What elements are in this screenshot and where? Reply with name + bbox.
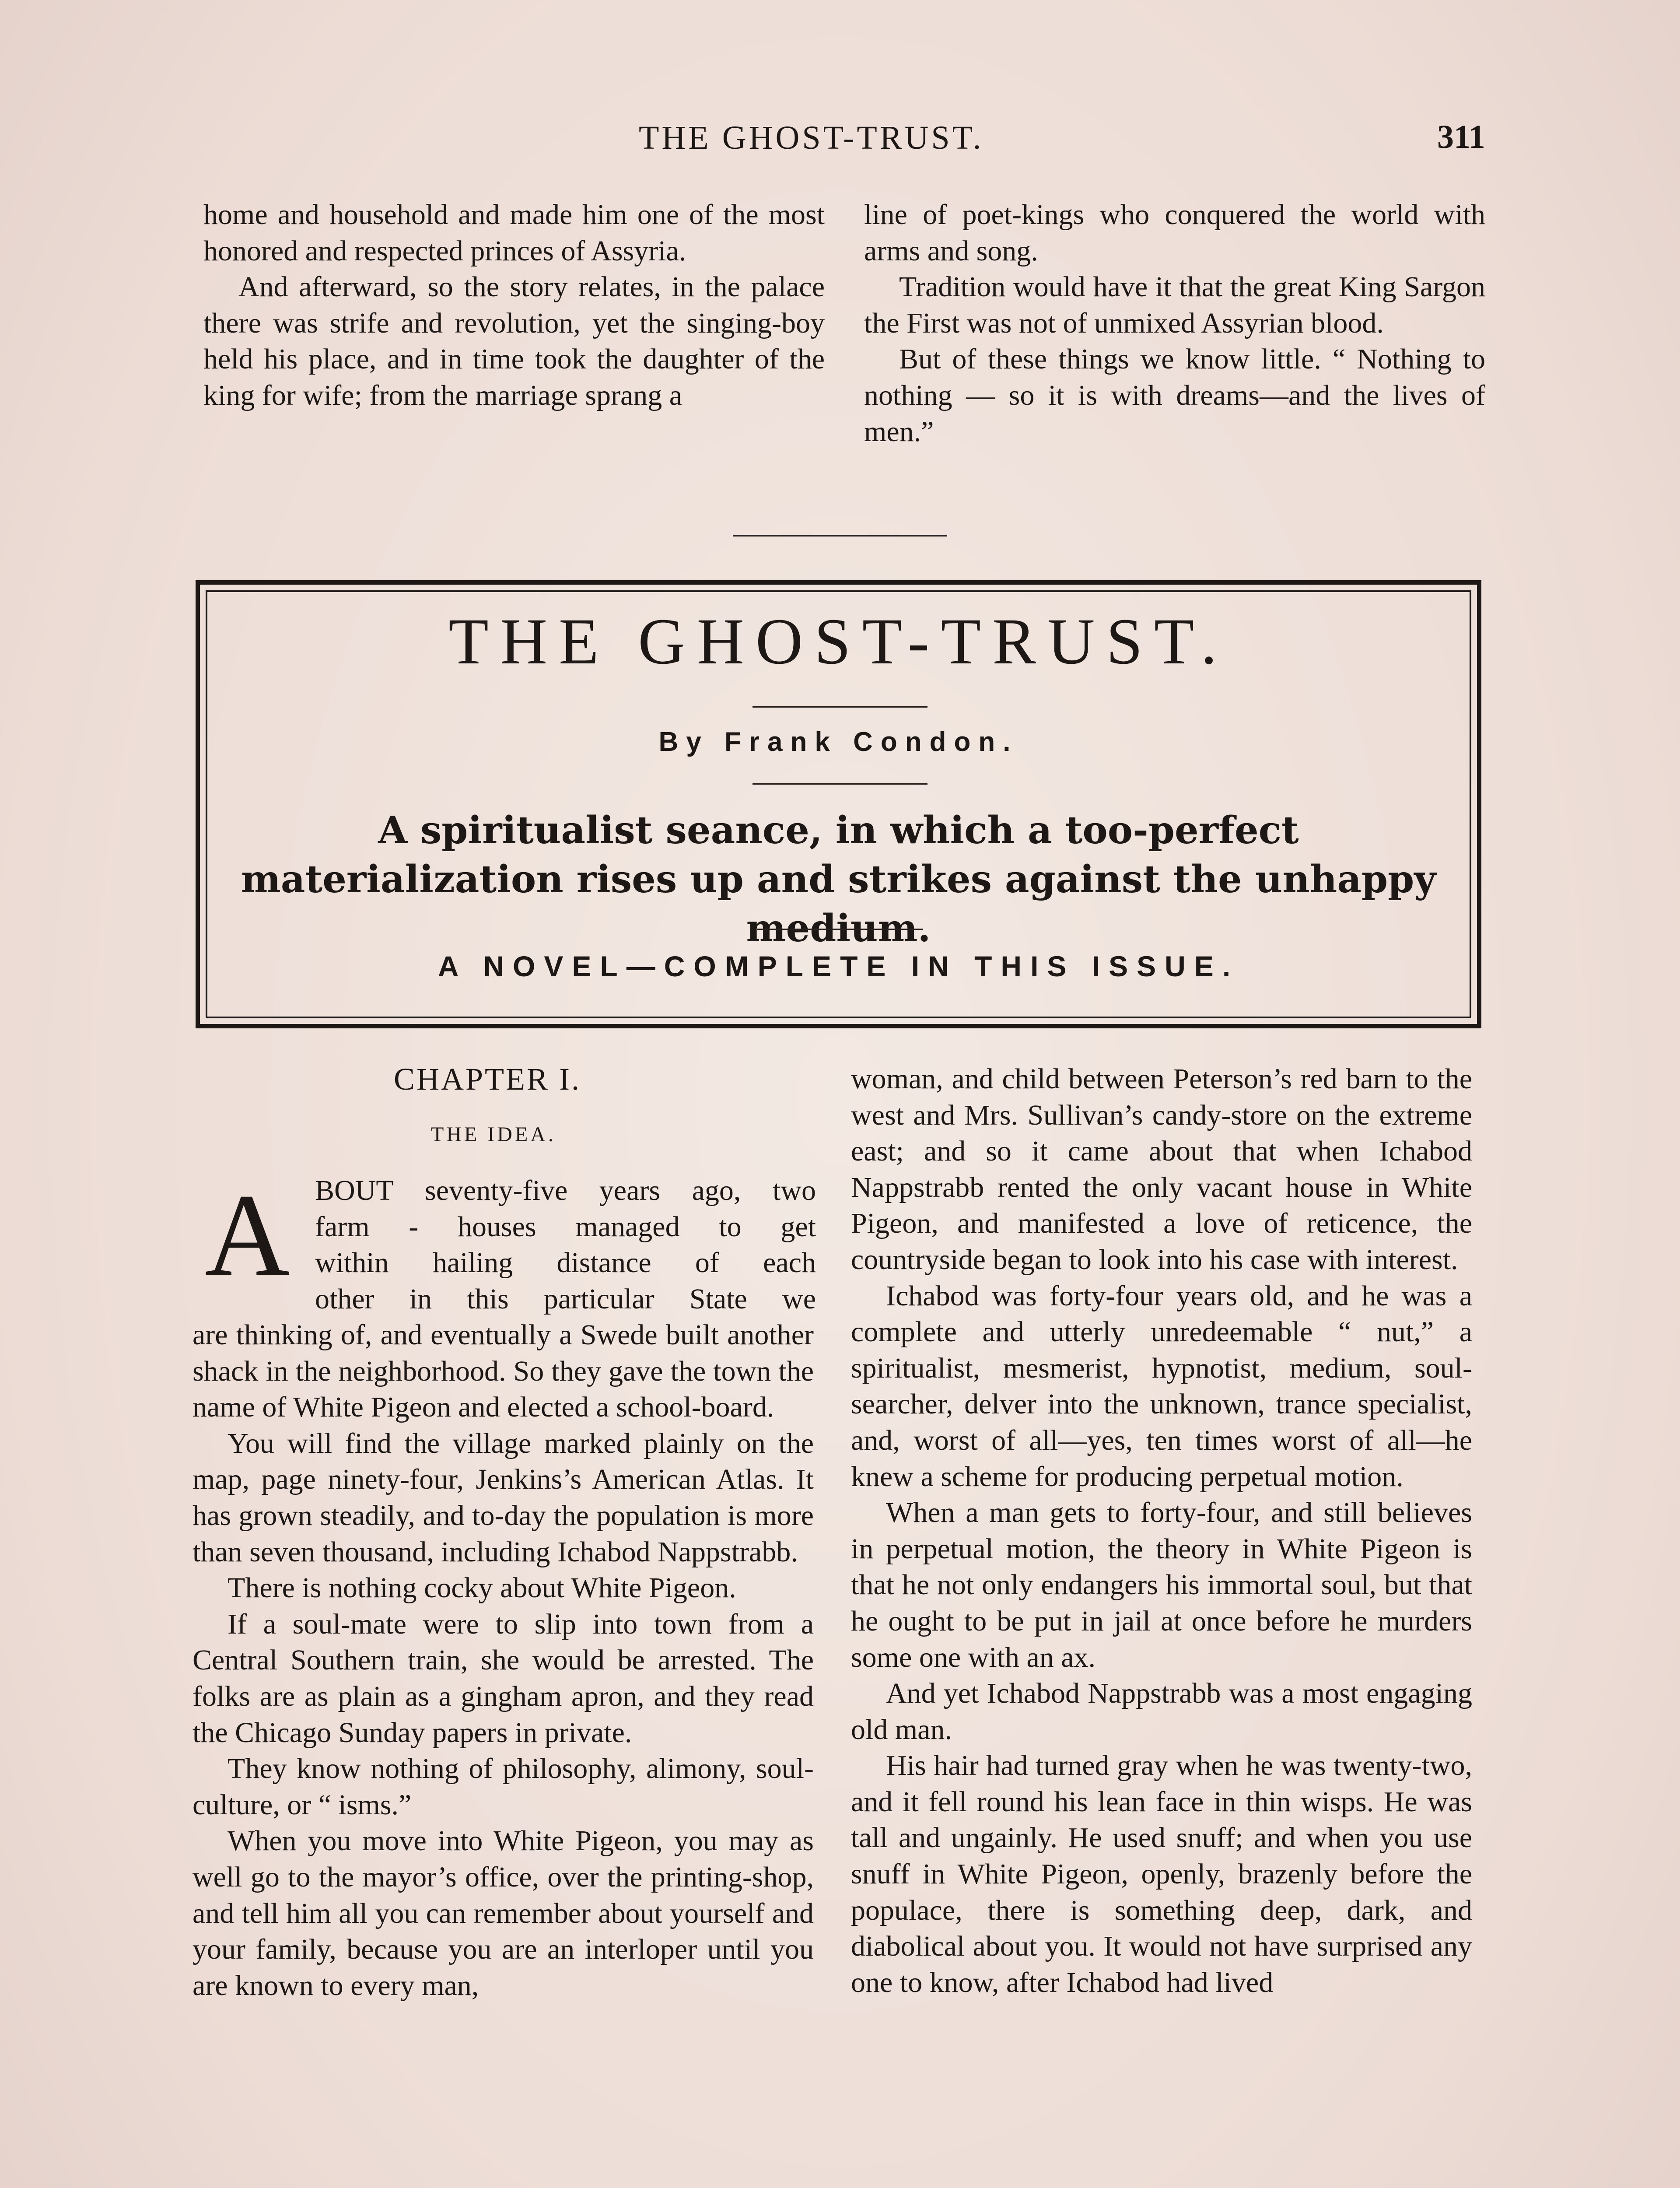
paragraph: Tradition would have it that the great King Sargon the First was not of unmixed Assyrian blood. xyxy=(864,271,1485,339)
title-rule xyxy=(752,706,928,708)
paragraph: If a soul-mate were to slip into town from a Central Southern train, she would be arrested. The folks are as plain as a gingham apron, and they read the Chicago Sunday papers in private. xyxy=(192,1608,814,1749)
top-left-column xyxy=(203,197,825,414)
byline: By Frank Condon. xyxy=(658,727,1018,757)
page-number: 311 xyxy=(1437,119,1485,155)
text-line: farm - houses managed to get xyxy=(315,1210,816,1243)
text-line: BOUT seventy-five years ago, two xyxy=(315,1175,816,1206)
first-paragraph-opening xyxy=(315,1173,816,1317)
story-title: THE GHOST-TRUST. xyxy=(448,605,1228,678)
right-body-column xyxy=(851,1061,1472,2001)
paragraph: And yet Ichabod Nappstrabb was a most engaging old man. xyxy=(851,1677,1472,1746)
paragraph: are thinking of, and eventually a Swede built another shack in the neighborhood. So they gave the town the name of White Pigeon and elected a school-board. xyxy=(192,1319,814,1424)
chapter-subtitle: THE IDEA. xyxy=(431,1123,556,1146)
text-line: within hailing distance of each xyxy=(315,1247,816,1279)
drop-cap: A xyxy=(205,1170,290,1301)
text-line: other in this particular State we xyxy=(315,1283,816,1315)
paragraph: You will find the village marked plainly on the map, page ninety-four, Jenkins’s American Atlas. It has grown steadily, and to-day the population is more than seven thousand, including Ichabod Nappstrabb. xyxy=(192,1427,814,1568)
paragraph: When a man gets to forty-four, and still believes in perpetual motion, the theory in White Pigeon is that he not only endangers his immortal soul, but that he ought to be put in jail at once before he murders some one with an ax. xyxy=(851,1497,1472,1673)
paragraph: woman, and child between Peterson’s red barn to the west and Mrs. Sullivan’s candy-store on the extreme east; and so it came about that when Ichabod Nappstrabb rented the only vacant house in White Pigeon, and manifested a love of reticence, the countryside began to look into his case with interest. xyxy=(851,1063,1472,1276)
left-body-column xyxy=(192,1317,814,2004)
chapter-title: CHAPTER I. xyxy=(394,1062,581,1097)
blurb-rule xyxy=(757,929,923,930)
paragraph: There is nothing cocky about White Pigeon. xyxy=(228,1572,736,1604)
paragraph: home and household and made him one of the most honored and respected princes of Assyria. xyxy=(203,199,825,267)
story-blurb: A spiritualist seance, in which a too-perfect materialization rises up and strikes against the unhappy medium. xyxy=(241,808,1436,950)
paragraph: When you move into White Pigeon, you may as well go to the mayor’s office, over the printing-shop, and tell him all you can remember about yourself and your family, because you are an interloper until you are known to every man, xyxy=(192,1825,814,2002)
paragraph: Ichabod was forty-four years old, and he was a complete and utterly unredeemable “ nut,” a spiritualist, mesmerist, hypnotist, medium, soul-searcher, delver into the unknown, trance specialist, and, worst of all—yes, ten times worst of all—he knew a scheme for producing perpetual motion. xyxy=(851,1280,1472,1493)
running-head: THE GHOST-TRUST. xyxy=(639,119,984,156)
paragraph: line of poet-kings who conquered the world with arms and song. xyxy=(864,199,1485,267)
paragraph: And afterward, so the story relates, in the palace there was strife and revolution, yet the singing-boy held his place, and in time took the daughter of the king for wife; from the marriage sprang a xyxy=(203,271,825,411)
paragraph: They know nothing of philosophy, alimony, soul-culture, or “ isms.” xyxy=(192,1753,814,1821)
novel-notice: A NOVEL—COMPLETE IN THIS ISSUE. xyxy=(438,950,1239,982)
paragraph: His hair had turned gray when he was twenty-two, and it fell round his lean face in thin wisps. He was tall and ungainly. He used snuff; and when you use snuff in White Pigeon, openly, brazenly before the populace, there is something deep, dark, and diabolical about you. It would not have surprised any one to know, after Ichabod had lived xyxy=(851,1750,1472,1999)
byline-rule xyxy=(752,783,928,785)
top-right-column xyxy=(864,197,1485,450)
paragraph: But of these things we know little. “ Nothing to nothing — so it is with dreams—and the lives of men.” xyxy=(864,343,1485,448)
section-divider xyxy=(733,535,947,536)
